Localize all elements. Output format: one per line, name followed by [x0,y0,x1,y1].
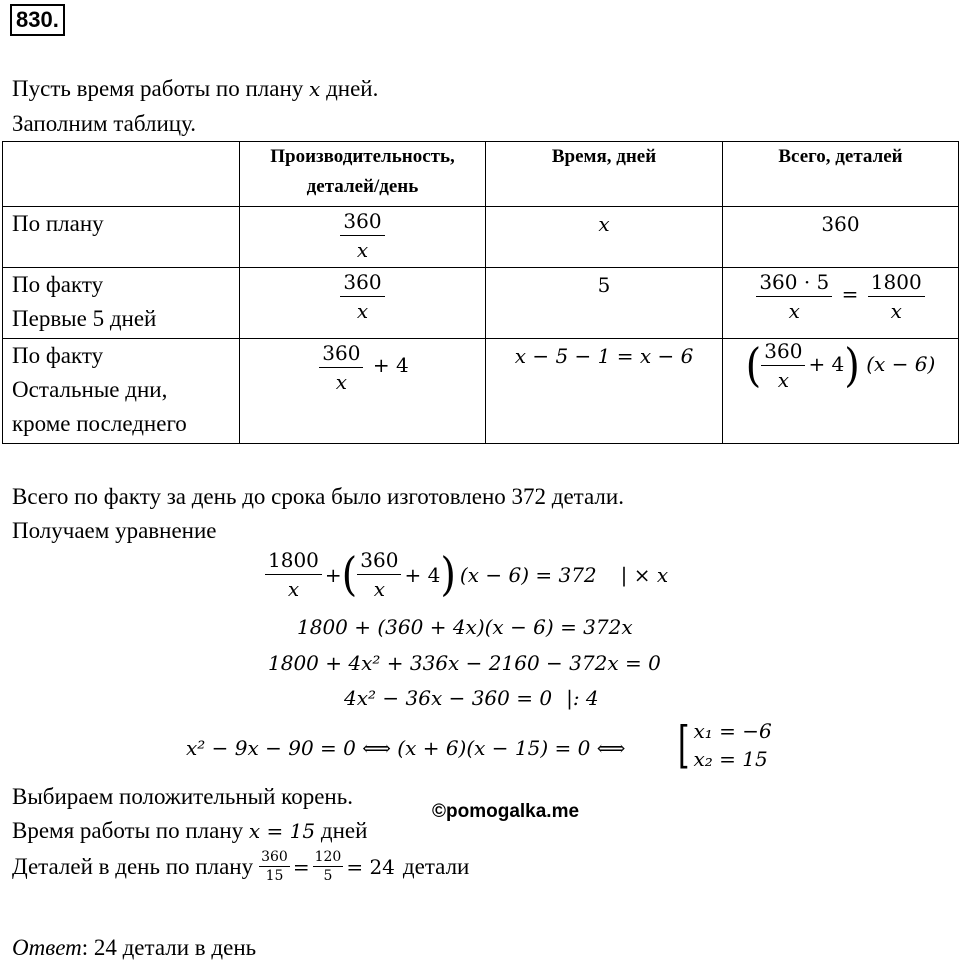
intro-line-2: Заполним таблицу. [12,111,197,136]
problem-number: 830. [10,4,65,36]
table-row [3,339,959,444]
answer [12,935,256,961]
conclusion-line-3: Деталей в день по плану $\frac{360}{15}$ = $\frac{120}{5}$ = 24 детали [12,849,470,884]
equation-5: x² − 9x − 90 = 0 ⟺ (x + 6)(x − 15) = 0 ⟺ [186,736,626,760]
roots-system: [ x₁ = −6 x₂ = 15 [677,716,772,774]
row-productivity: $\frac{360}{x}$ + 4 [240,339,486,444]
statement-line: Всего по факту за день до срока было изготовлено 372 детали. [12,484,624,509]
close-paren: ) [844,339,860,392]
table-row [3,207,959,268]
row-label: По плану [3,207,240,268]
equation-2: 1800 + (360 + 4x)(x − 6) = 372x [297,615,633,639]
row-time: 5 [486,268,723,339]
header-total: Всего, деталей [723,142,959,207]
row-productivity: $\frac{360}{x}$ [240,268,486,339]
answer-text: : 24 детали в день [81,935,257,960]
row-time: x [486,207,723,268]
equation-1: $\frac{1800}{x}$ + ( $\frac{360}{x}$ + 4 ) (x − 6) = 372 | × x [262,548,668,601]
row-total: 360 [723,207,959,268]
intro-line-1: Пусть время работы по плану x дней. [12,76,379,101]
equation-4: 4x² − 36x − 360 = 0 |: 4 [344,686,599,710]
header-time: Время, дней [486,142,723,207]
answer-label: Ответ [12,935,82,960]
data-table [2,141,959,444]
row-total: ( $\frac{360}{x}$ + 4) (x − 6) [723,339,959,444]
equation-intro: Получаем уравнение [12,518,217,543]
conclusion-line-2: Время работы по плану x = 15 дней [12,818,368,843]
open-paren: ( [745,339,762,392]
conclusion-line-1: Выбираем положительный корень. [12,784,353,809]
row-productivity: $\frac{360}{x}$ [240,207,486,268]
row-label: По факту Остальные дни, кроме последнего [3,339,240,444]
row-time: x − 5 − 1 = x − 6 [486,339,723,444]
equation-3: 1800 + 4x² + 336x − 2160 − 372x = 0 [268,651,661,675]
watermark: ©pomogalka.me [432,801,580,822]
header-empty [3,142,240,207]
header-productivity: Производительность, деталей/день [240,142,486,207]
row-total: $\frac{360 \cdot 5}{x}$ = $\frac{1800}{x}$ [723,268,959,339]
row-label: По факту Первые 5 дней [3,268,240,339]
table-row [3,268,959,339]
